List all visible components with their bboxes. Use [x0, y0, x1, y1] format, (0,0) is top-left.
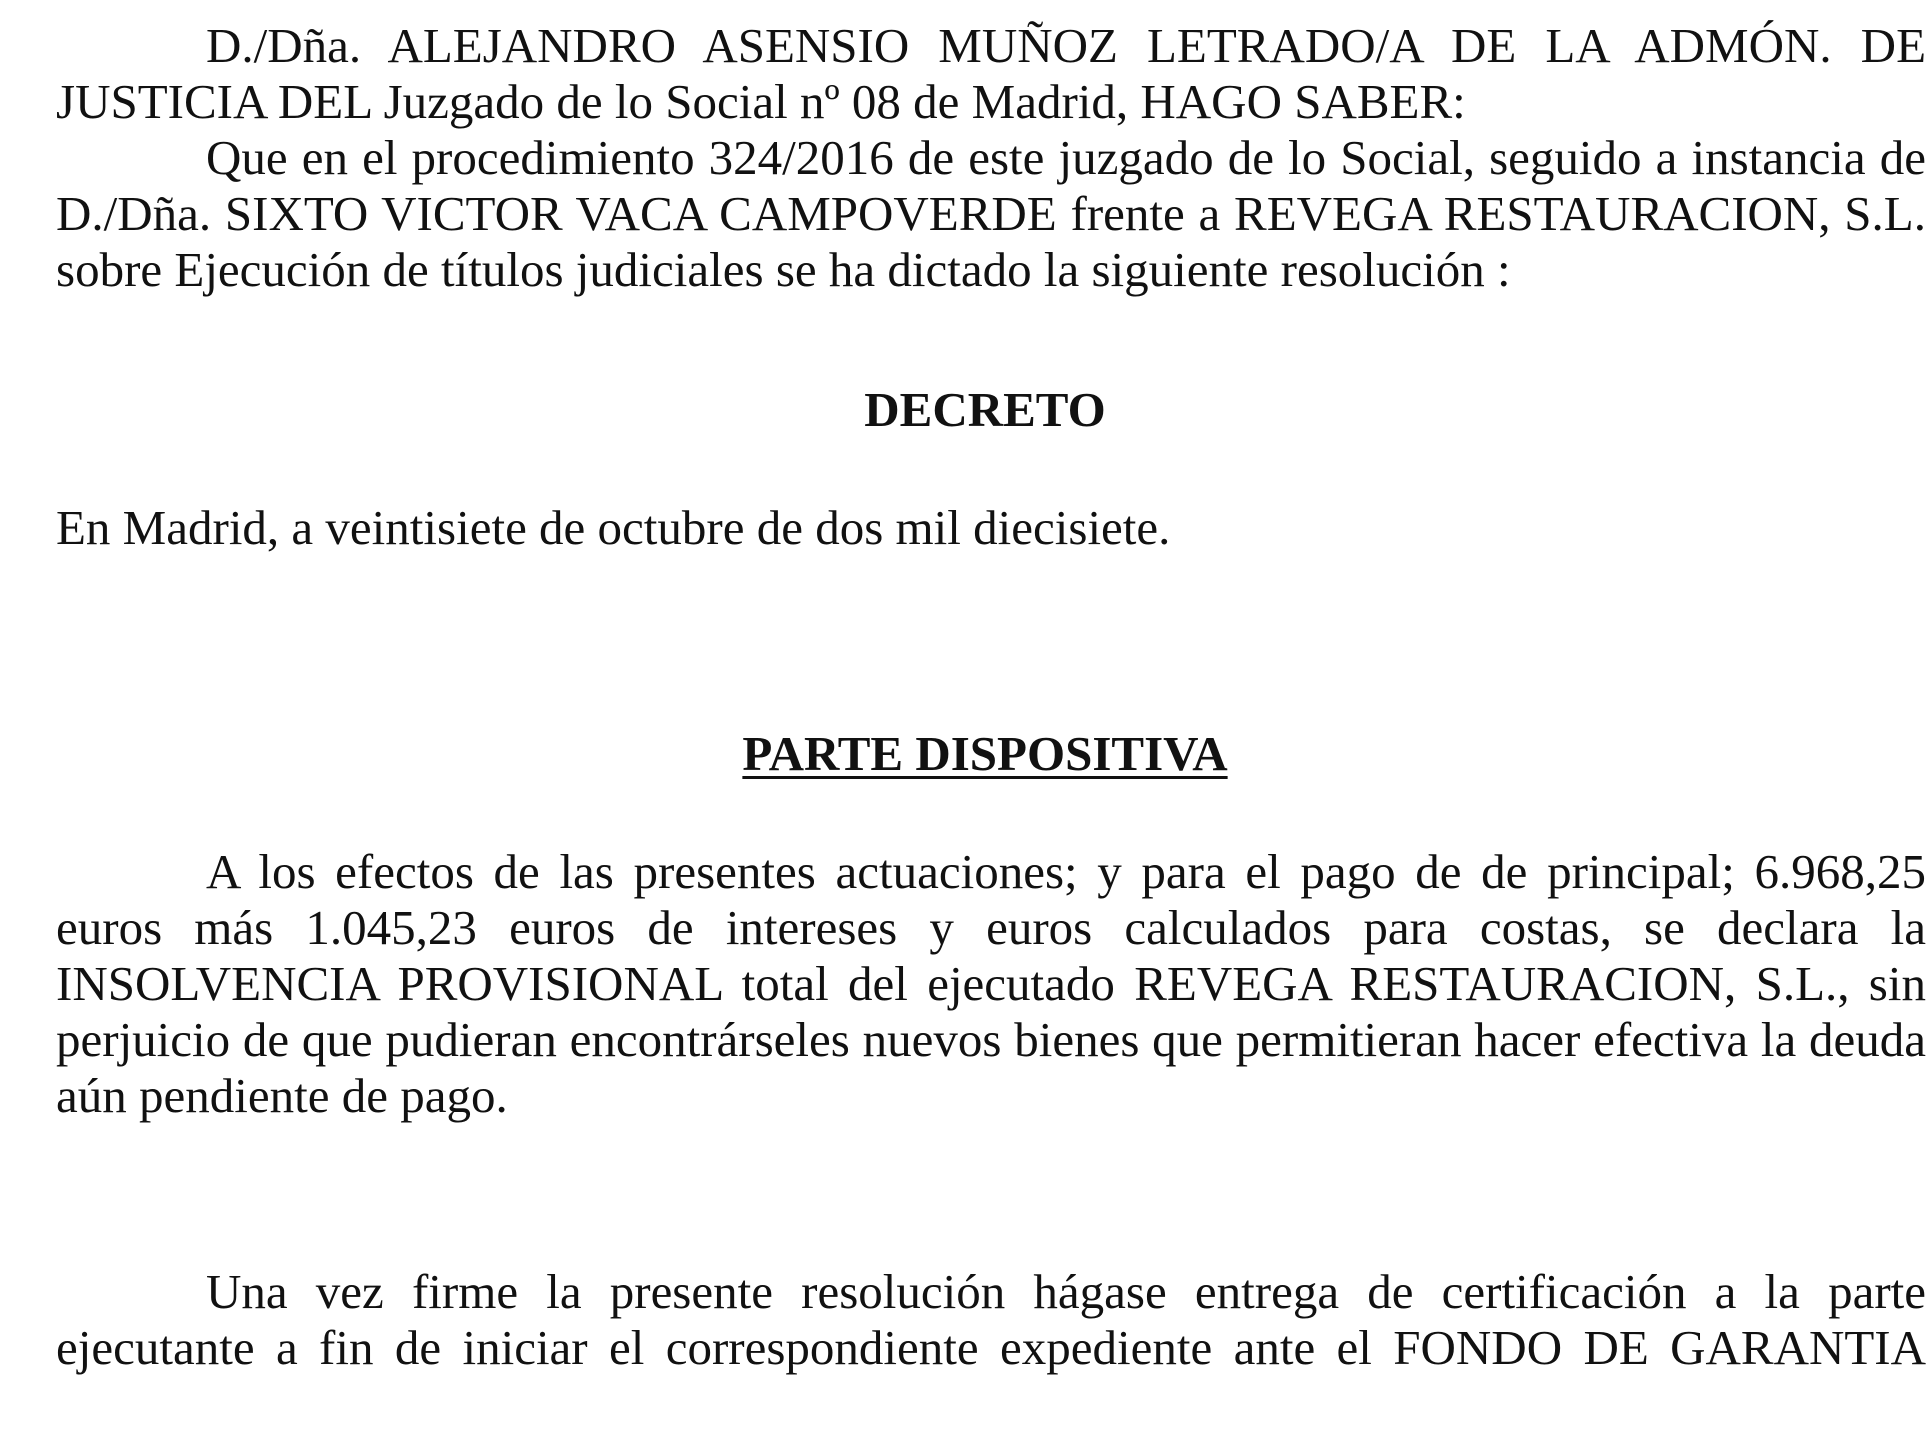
intro-paragraph: D./Dña. ALEJANDRO ASENSIO MUÑOZ LETRADO/A DE LA ADMÓN. DE JUSTICIA DEL Juzgado de lo Social nº 08 de Madrid, HAGO SABER:: [56, 18, 1926, 129]
document-page: [56, 18, 1926, 1376]
section-title-text: PARTE DISPOSITIVA: [742, 726, 1228, 781]
decree-title: DECRETO: [864, 382, 1106, 437]
dispositive-paragraph-2: Una vez firme la presente resolución hágase entrega de certificación a la parte ejecutante a fin de iniciar el correspondiente expediente ante el FONDO DE GARANTIA: [56, 1264, 1926, 1375]
section-title: [44, 726, 1926, 782]
procedure-paragraph: Que en el procedimiento 324/2016 de este juzgado de lo Social, seguido a instancia de D./Dña. SIXTO VICTOR VACA CAMPOVERDE frente a REVEGA RESTAURACION, S.L. sobre Ejecución de títulos judiciales se ha dictado la siguiente resolución :: [56, 130, 1926, 297]
date-line: En Madrid, a veintisiete de octubre de dos mil diecisiete.: [56, 500, 1171, 555]
dispositive-paragraph-1: A los efectos de las presentes actuaciones; y para el pago de de principal; 6.968,25 euros más 1.045,23 euros de intereses y euros calculados para costas, se declara la INSOLVENCIA PROVISIONAL total del ejecutado REVEGA RESTAURACION, S.L., sin perjuicio de que pudieran encontrárseles nuevos bienes que permitieran hacer efectiva la deuda aún pendiente de pago.: [56, 844, 1926, 1123]
